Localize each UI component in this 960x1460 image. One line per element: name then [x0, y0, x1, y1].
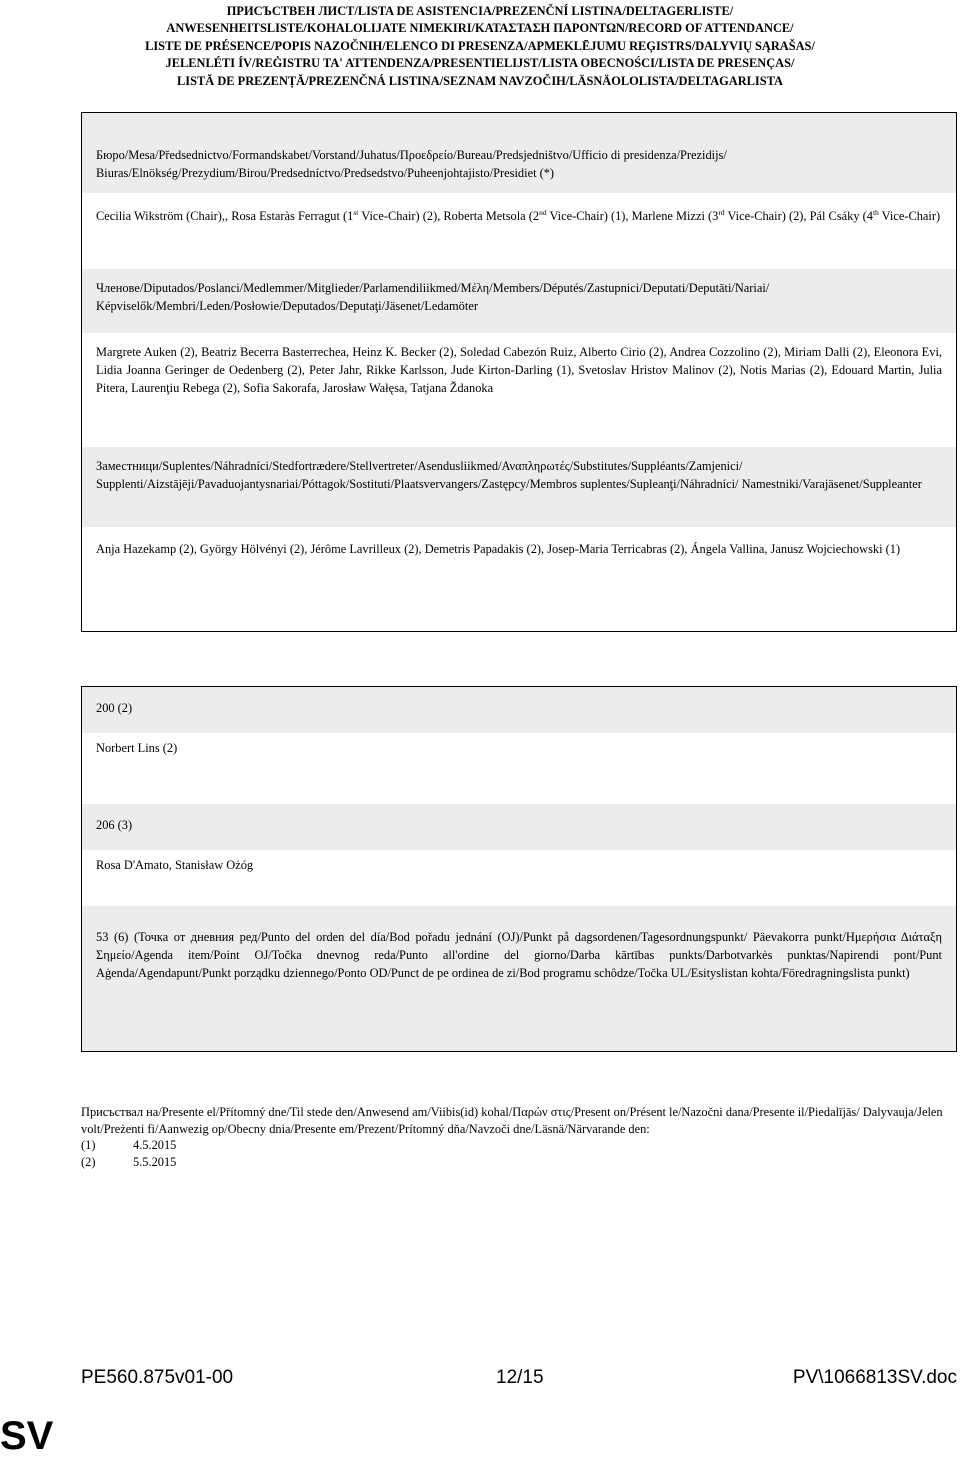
rule-200-names: Norbert Lins (2)	[96, 741, 178, 755]
bureau-members-section	[82, 193, 956, 269]
bureau-members: Cecilia Wikström (Chair),, Rosa Estaràs Ferragut (1st Vice-Chair) (2), Roberta Metsola (2nd Vice-Chair) (1), Marlene Mizzi (3rd Vice-Chair) (2), Pál Csáky (4th Vice-Chair)	[96, 207, 941, 223]
members-heading-section	[82, 269, 956, 333]
substitutes-section	[82, 527, 956, 631]
rule-206-section	[82, 850, 956, 906]
rule-200-heading: 200 (2)	[96, 701, 133, 715]
file-reference: PV\1066813SV.doc	[792, 1367, 957, 1388]
rule-200-section	[82, 733, 956, 804]
presence-section	[81, 1104, 957, 1170]
document-title	[0, 3, 960, 90]
substitutes-list: Anja Hazekamp (2), György Hölvényi (2), Jérôme Lavrilleux (2), Demetris Papadakis (2), Josep-Maria Terricabras (2), Ángela Vallina, Janusz Wojciechowski (1)	[96, 542, 901, 556]
date-row: (2) 5.5.2015	[81, 1154, 177, 1169]
members-section	[82, 333, 956, 447]
attendance-box	[81, 112, 957, 632]
title-line: ПРИСЪСТВЕН ЛИСТ/LISTA DE ASISTENCIA/PREZENČNÍ LISTINA/DELTAGERLISTE/	[226, 4, 734, 18]
page-number: 12/15	[496, 1367, 544, 1388]
date-row: (1) 4.5.2015	[81, 1138, 177, 1152]
presence-dates	[81, 1137, 957, 1170]
bureau-heading-section	[82, 113, 956, 193]
bureau-heading: Бюро/Mesa/Předsednictvo/Formandskabet/Vorstand/Juhatus/Προεδρείο/Bureau/Predsjedništvo/Ufficio di presidenza/Prezidijs/ Biuras/Elnökség/Prezydium/Birou/Predsedníctvo/Predsedstvo/Puheenjohtajisto/Presidiet (*)	[96, 148, 727, 180]
rules-box	[81, 686, 957, 1052]
title-line: LISTE DE PRÉSENCE/POPIS NAZOČNIH/ELENCO DI PRESENZA/APMEKLĒJUMU REĢISTRS/DALYVIŲ SĄRAŠAS/	[145, 38, 815, 53]
title-line: LISTĂ DE PREZENȚĂ/PREZENČNÁ LISTINA/SEZNAM NAVZOČIH/LÄSNÄOLOLISTA/DELTAGARLISTA	[177, 73, 783, 88]
substitutes-heading-section	[82, 447, 956, 527]
language-code: SV	[0, 1414, 54, 1458]
rule-200-heading-section	[82, 687, 956, 733]
document-reference: PE560.875v01-00	[81, 1367, 234, 1388]
members-heading: Членове/Diputados/Poslanci/Medlemmer/Mitglieder/Parlamendiliikmed/Μέλη/Members/Députés/Zastupnici/Deputati/Deputāti/Nariai/ Képviselők/Membri/Leden/Posłowie/Deputados/Deputaţi/Jäsenet/Ledamöter	[96, 281, 770, 313]
substitutes-heading: Заместници/Suplentes/Náhradníci/Stedfortrædere/Stellvertreter/Asendusliikmed/Αναπληρωτές/Substitutes/Suppléants/Zamjenici/ Supplenti/Aizstājēji/Pavaduojantysnariai/Póttagok/Sostituti/Plaatsvervangers/Zastępcy/Membros suplentes/Supleanţi/Náhradníci/ Namestniki/Varajäsenet/Suppleanter	[96, 459, 922, 491]
presence-text: Присъствал на/Presente el/Přítomný dne/Til stede den/Anwesend am/Viibis(id) kohal/Παρών στις/Present on/Présent le/Nazočni dana/Presente il/Piedalījās/ Dalyvauja/Jelen volt/Preżenti fi/Aanwezig op/Obecny dnia/Presente em/Prezent/Prítomný dňa/Navzoči dne/Läsnä/Närvarande den:	[81, 1105, 943, 1136]
rule-206-heading: 206 (3)	[96, 818, 133, 832]
agenda-item: 53 (6) (Точка от дневния ред/Punto del orden del día/Bod pořadu jednání (OJ)/Punkt på dagsordenen/Tagesordnungspunkt/ Päevakorra punkt/Ημερήσια Διάταξη Σημείο/Agenda item/Point OJ/Točka dnevnog reda/Punto all'ordine del giorno/Darba kārtības punkts/Darbotvarkės punktas/Napirendi pont/Punt Aġenda/Agendapunt/Punkt porządku dziennego/Ponto OD/Punct de pe ordinea de zi/Bod programu schôdze/Točka UL/Esityslistan kohta/Föredragningslista punkt)	[96, 930, 942, 980]
rule-206-names: Rosa D'Amato, Stanisław Ożóg	[96, 858, 254, 872]
title-line: JELENLÉTI ÍV/REĠISTRU TA' ATTENDENZA/PRESENTIELIJST/LISTA OBECNOŚCI/LISTA DE PRESENÇAS/	[165, 56, 795, 71]
agenda-item-section	[82, 906, 956, 1051]
rule-206-heading-section	[82, 804, 956, 850]
title-line: ANWESENHEITSLISTE/KOHALOLIJATE NIMEKIRI/ΚΑΤΑΣΤΑΣΗ ΠΑΡΟΝΤΩΝ/RECORD OF ATTENDANCE/	[166, 21, 794, 36]
members-list: Margrete Auken (2), Beatriz Becerra Basterrechea, Heinz K. Becker (2), Soledad Cabezón Ruiz, Alberto Cirio (2), Andrea Cozzolino (2), Miriam Dalli (2), Eleonora Evi, Lidia Joanna Geringer de Oedenberg (2), Peter Jahr, Rikke Karlsson, Jude Kirton-Darling (1), Svetoslav Hristov Malinov (2), Notis Marias (2), Edouard Martin, Julia Pitera, Laurenţiu Rebega (2), Sofia Sakorafa, Jarosław Wałęsa, Tatjana Ždanoka	[96, 345, 942, 395]
